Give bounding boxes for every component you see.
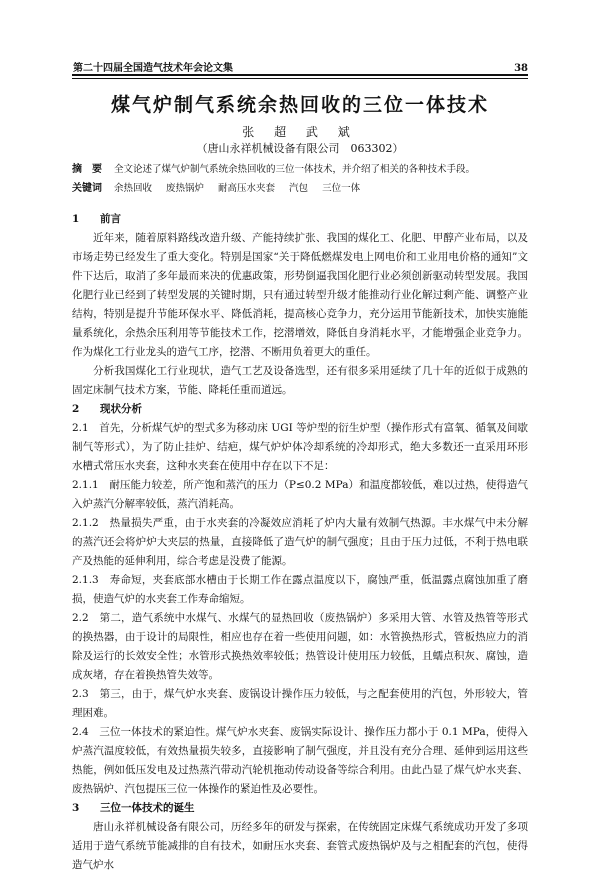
section-title: 前言: [100, 213, 121, 225]
section-title: 现状分析: [100, 403, 142, 415]
paragraph: 2.1.3 寿命短，夹套底部水槽由于长期工作在露点温度以下，腐蚀严重，低温露点腐蚀加重了磨损，使造气炉的水夹套工作寿命缩短。: [72, 574, 528, 605]
running-head: [73, 56, 528, 74]
paragraph: 唐山永祥机械设备有限公司，历经多年的研发与探索，在传统固定床煤气系统成功开发了多项适用于造气系统节能减排的自有技术，如耐压水夹套、套管式废热锅炉及与之相配套的汽包，使得造气炉水: [72, 821, 528, 871]
paper-title: 煤气炉制气系统余热回收的三位一体技术: [110, 94, 489, 116]
header-rule-thin: [72, 78, 528, 79]
header-rule-thick: [72, 74, 528, 76]
section-heading: [72, 210, 528, 229]
paper-authors: 张 超 武 斌: [242, 125, 358, 139]
paragraph: 2.2 第二，造气系统中水煤气、水煤气的显热回收（废热锅炉）多采用大管、水管及热管等形式的换热器，由于设计的局限性，相应也存在着一些使用问题，如：水管换热形式，管板热应力的消除及运行的长效安全性；水管形式换热效率较低；热管设计使用压力较低，且蠕点积灰、腐蚀，造成灰堵，存在着换热管失效等。: [72, 612, 528, 681]
abstract: [72, 160, 528, 175]
keyword: 汽包: [289, 183, 309, 194]
section-number: 1: [72, 213, 80, 225]
paragraph: 2.3 第三，由于，煤气炉水夹套、废锅设计操作压力较低，与之配套使用的汽包，外形较大，管理困难。: [72, 688, 528, 719]
keywords: [72, 179, 528, 194]
paragraph: 2.1.1 耐压能力较差，所产饱和蒸汽的压力（P≤0.2 MPa）和温度都较低，难以过热，使得造气入炉蒸汽分解率较低，蒸汽消耗高。: [72, 479, 528, 510]
keyword: 余热回收: [114, 183, 153, 194]
paragraph: 近年来，随着原料路线改造升级、产能持续扩张、我国的煤化工、化肥、甲醇产业布局，以及市场走势已经发生了重大变化。特别是国家“关于降低燃煤发电上网电价和工业用电价格的通知”文件下达后，取消了多年最而来决的优惠政策，形势倒逼我国化肥行业必须创新驱动转型发展。我国化肥行业已经到了转型发展的关键时期，只有通过转型升级才能推动行业化解过剩产能、调整产业结构，特别是提升节能环保水平、降低消耗，提高核心竞争力，充分运用节能新技术，加快实施能量系统化，余热余压利用等节能技术工作，挖潜增效，降低自身消耗水平，才能增强企业竞争力。作为煤化工行业龙头的造气工序，挖潜、不断用负着更大的重任。: [72, 232, 528, 358]
paragraph: 2.1 首先，分析煤气炉的型式多为移动床 UGI 等炉型的衍生炉型（操作形式有富氧、循氧及间歇制气等形式），为了防止挂炉、结疤，煤气炉炉体冷却系统的冷却形式，绝大多数还一直采用环形水槽式常压水夹套，这种水夹套在使用中存在以下不足：: [72, 422, 528, 472]
keywords-label: 关键词: [72, 183, 102, 194]
keyword: 耐高压水夹套: [218, 183, 276, 194]
running-head-title: 第二十四届全国造气技术年会论文集: [73, 63, 233, 74]
keyword: 废热锅炉: [166, 183, 205, 194]
section-title: 三位一体技术的诞生: [100, 802, 195, 814]
section-heading: [72, 400, 528, 419]
keyword: 三位一体: [322, 183, 361, 194]
paragraph: 分析我国煤化工行业现状，造气工艺及设备选型，还有很多采用延续了几十年的近似于成熟的固定床制气技术方案，节能、降耗任重而道远。: [72, 365, 528, 396]
section-heading: [72, 799, 528, 818]
page-number: 38: [514, 63, 528, 74]
paragraph: 2.4 三位一体技术的紧迫性。煤气炉水夹套、废锅实际设计、操作压力都小于 0.1 MPa，使得入炉蒸汽温度较低，有效热量损失较多，直接影响了制气强度，并且没有充分合理、延伸到运用这些热能，例如低压发电及过热蒸汽带动汽轮机拖动传动设备等综合利用。由此凸显了煤气炉水夹套、废热锅炉、汽包提压三位一体操作的紧迫性及必要性。: [72, 726, 528, 795]
abstract-label: 摘 要: [72, 164, 102, 175]
paper-affiliation: （唐山永祥机械设备有限公司 063302）: [196, 142, 404, 155]
section-number: 2: [72, 403, 80, 415]
paragraph: 2.1.2 热量损失严重，由于水夹套的冷凝效应消耗了炉内大量有效制气热源。丰水煤气中未分解的蒸汽还会将炉炉大夹层的热量，直接降低了造气炉的制气强度；且由于压力过低，不利于热电联产及热能的延伸利用，综合考虑是没费了能源。: [72, 517, 528, 567]
paper-body: [72, 210, 528, 875]
abstract-text: 全文论述了煤气炉制气系统余热回收的三位一体技术，并介绍了相关的各种技术手段。: [114, 164, 476, 175]
section-number: 3: [72, 802, 80, 814]
